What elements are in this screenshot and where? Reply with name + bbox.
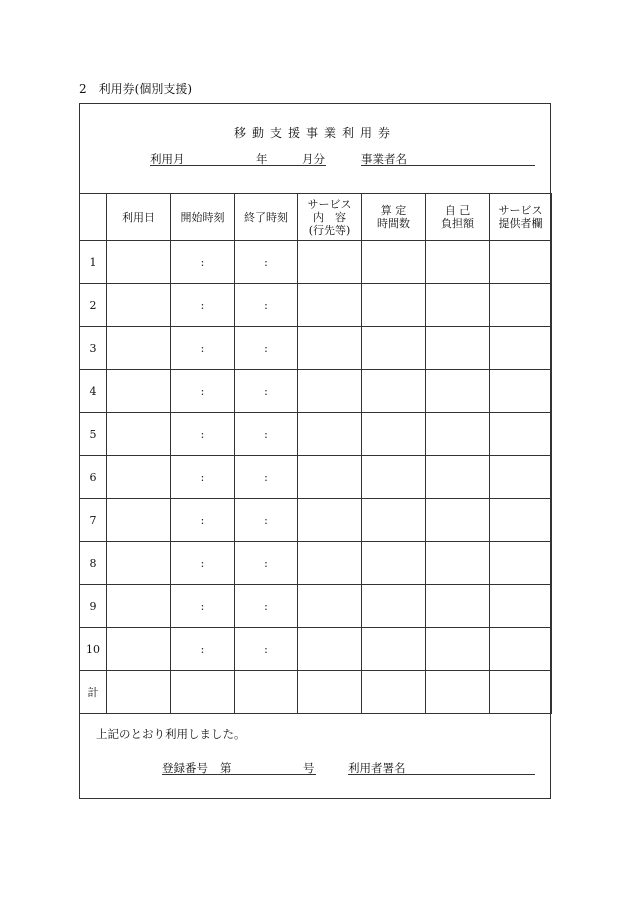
provider-cell[interactable] (490, 241, 552, 284)
calc-hours-cell[interactable] (362, 370, 426, 413)
usage-date-cell[interactable] (107, 585, 171, 628)
provider-cell[interactable] (490, 585, 552, 628)
service-content-cell[interactable] (298, 241, 362, 284)
header-self-pay-line1: 自 己 (444, 204, 471, 217)
usage-ticket-form (79, 103, 551, 799)
table-row (80, 241, 552, 284)
table-row (80, 413, 552, 456)
self-pay-cell[interactable] (426, 370, 490, 413)
self-pay-cell[interactable] (426, 585, 490, 628)
total-self-pay-cell[interactable] (426, 671, 490, 714)
row-number: 6 (80, 456, 107, 499)
self-pay-cell[interactable] (426, 327, 490, 370)
provider-cell[interactable] (490, 628, 552, 671)
self-pay-cell[interactable] (426, 542, 490, 585)
user-signature-label: 利用者署名 (348, 761, 406, 775)
header-provider-line2: 提供者欄 (498, 217, 543, 230)
calc-hours-cell[interactable] (362, 413, 426, 456)
table-row (80, 542, 552, 585)
self-pay-cell[interactable] (426, 284, 490, 327)
service-content-cell[interactable] (298, 542, 362, 585)
self-pay-cell[interactable] (426, 499, 490, 542)
registration-number-label: 登録番号 (162, 761, 208, 775)
calc-hours-cell[interactable] (362, 585, 426, 628)
registration-number-underline[interactable] (162, 774, 316, 775)
service-content-cell[interactable] (298, 628, 362, 671)
provider-name-label: 事業者名 (361, 152, 407, 166)
usage-date-cell[interactable] (107, 370, 171, 413)
row-number: 1 (80, 241, 107, 284)
start-time-cell[interactable]: : (171, 499, 235, 542)
provider-cell[interactable] (490, 456, 552, 499)
start-time-cell[interactable]: : (171, 370, 235, 413)
service-content-cell[interactable] (298, 370, 362, 413)
form-title: 移動支援事業利用券 (233, 126, 396, 140)
end-time-cell[interactable]: : (235, 241, 298, 284)
registration-prefix: 第 (220, 761, 232, 775)
header-no (80, 194, 107, 241)
month-label: 月分 (302, 152, 325, 166)
total-provider-cell[interactable] (490, 671, 552, 714)
table-row (80, 499, 552, 542)
calc-hours-cell[interactable] (362, 327, 426, 370)
header-self-pay (426, 194, 490, 241)
provider-cell[interactable] (490, 284, 552, 327)
table-row (80, 456, 552, 499)
header-self-pay-line2: 負担額 (441, 217, 474, 230)
usage-date-cell[interactable] (107, 456, 171, 499)
start-time-cell[interactable]: : (171, 413, 235, 456)
end-time-cell[interactable]: : (235, 413, 298, 456)
provider-cell[interactable] (490, 413, 552, 456)
table-row (80, 370, 552, 413)
usage-table (79, 193, 552, 714)
calc-hours-cell[interactable] (362, 542, 426, 585)
table-row (80, 284, 552, 327)
end-time-cell[interactable]: : (235, 628, 298, 671)
calc-hours-cell[interactable] (362, 628, 426, 671)
total-label: 計 (80, 671, 107, 714)
row-number: 4 (80, 370, 107, 413)
header-calc-hours-line1: 算 定 (380, 204, 407, 217)
calc-hours-cell[interactable] (362, 284, 426, 327)
total-service-content-cell[interactable] (298, 671, 362, 714)
self-pay-cell[interactable] (426, 628, 490, 671)
row-number: 2 (80, 284, 107, 327)
usage-date-cell[interactable] (107, 284, 171, 327)
provider-cell[interactable] (490, 499, 552, 542)
row-number: 3 (80, 327, 107, 370)
table-header-row (80, 194, 552, 241)
start-time-cell[interactable]: : (171, 241, 235, 284)
header-service-content-line2: 内 容 (313, 210, 346, 224)
self-pay-cell[interactable] (426, 241, 490, 284)
user-signature-underline[interactable] (348, 774, 535, 775)
self-pay-cell[interactable] (426, 413, 490, 456)
total-start-time-cell[interactable] (171, 671, 235, 714)
usage-statement: 上記のとおり利用しました。 (96, 727, 246, 741)
start-time-cell[interactable]: : (171, 542, 235, 585)
row-number: 5 (80, 413, 107, 456)
usage-date-cell[interactable] (107, 628, 171, 671)
provider-cell[interactable] (490, 327, 552, 370)
header-calc-hours (362, 194, 426, 241)
table-row (80, 585, 552, 628)
total-row (80, 671, 552, 714)
header-provider-line1: サービス (498, 204, 543, 217)
usage-date-cell[interactable] (107, 542, 171, 585)
usage-date-cell[interactable] (107, 413, 171, 456)
row-number: 7 (80, 499, 107, 542)
start-time-cell[interactable]: : (171, 327, 235, 370)
row-number: 9 (80, 585, 107, 628)
row-number: 10 (80, 628, 107, 671)
service-content-cell[interactable] (298, 327, 362, 370)
provider-cell[interactable] (490, 370, 552, 413)
start-time-cell[interactable]: : (171, 585, 235, 628)
row-number: 8 (80, 542, 107, 585)
start-time-cell[interactable]: : (171, 456, 235, 499)
section-title: 2 利用券(個別支援) (79, 82, 192, 96)
year-label: 年 (256, 152, 268, 166)
start-time-cell[interactable]: : (171, 628, 235, 671)
usage-month-label: 利用月 (150, 152, 185, 166)
end-time-cell[interactable]: : (235, 284, 298, 327)
end-time-cell[interactable]: : (235, 456, 298, 499)
service-content-cell[interactable] (298, 413, 362, 456)
service-content-cell[interactable] (298, 456, 362, 499)
usage-date-cell[interactable] (107, 241, 171, 284)
end-time-cell[interactable]: : (235, 370, 298, 413)
calc-hours-cell[interactable] (362, 456, 426, 499)
usage-month-underline[interactable] (150, 165, 326, 166)
end-time-cell[interactable]: : (235, 499, 298, 542)
provider-cell[interactable] (490, 542, 552, 585)
usage-date-cell[interactable] (107, 499, 171, 542)
header-service-content-line1: サービス (307, 197, 352, 211)
total-usage-date-cell[interactable] (107, 671, 171, 714)
end-time-cell[interactable]: : (235, 327, 298, 370)
end-time-cell[interactable]: : (235, 585, 298, 628)
service-content-cell[interactable] (298, 284, 362, 327)
calc-hours-cell[interactable] (362, 241, 426, 284)
service-content-cell[interactable] (298, 585, 362, 628)
self-pay-cell[interactable] (426, 456, 490, 499)
usage-date-cell[interactable] (107, 327, 171, 370)
header-end-time: 終了時刻 (235, 194, 298, 241)
total-end-time-cell[interactable] (235, 671, 298, 714)
header-provider-column (490, 194, 552, 241)
table-row (80, 628, 552, 671)
registration-suffix: 号 (303, 761, 315, 775)
header-start-time: 開始時刻 (171, 194, 235, 241)
header-service-content-line3: (行先等) (308, 223, 351, 237)
calc-hours-cell[interactable] (362, 499, 426, 542)
table-row (80, 327, 552, 370)
header-service-content (298, 194, 362, 241)
total-calc-hours-cell[interactable] (362, 671, 426, 714)
provider-name-underline[interactable] (361, 165, 535, 166)
start-time-cell[interactable]: : (171, 284, 235, 327)
header-usage-date: 利用日 (107, 194, 171, 241)
service-content-cell[interactable] (298, 499, 362, 542)
end-time-cell[interactable]: : (235, 542, 298, 585)
header-calc-hours-line2: 時間数 (377, 217, 410, 230)
